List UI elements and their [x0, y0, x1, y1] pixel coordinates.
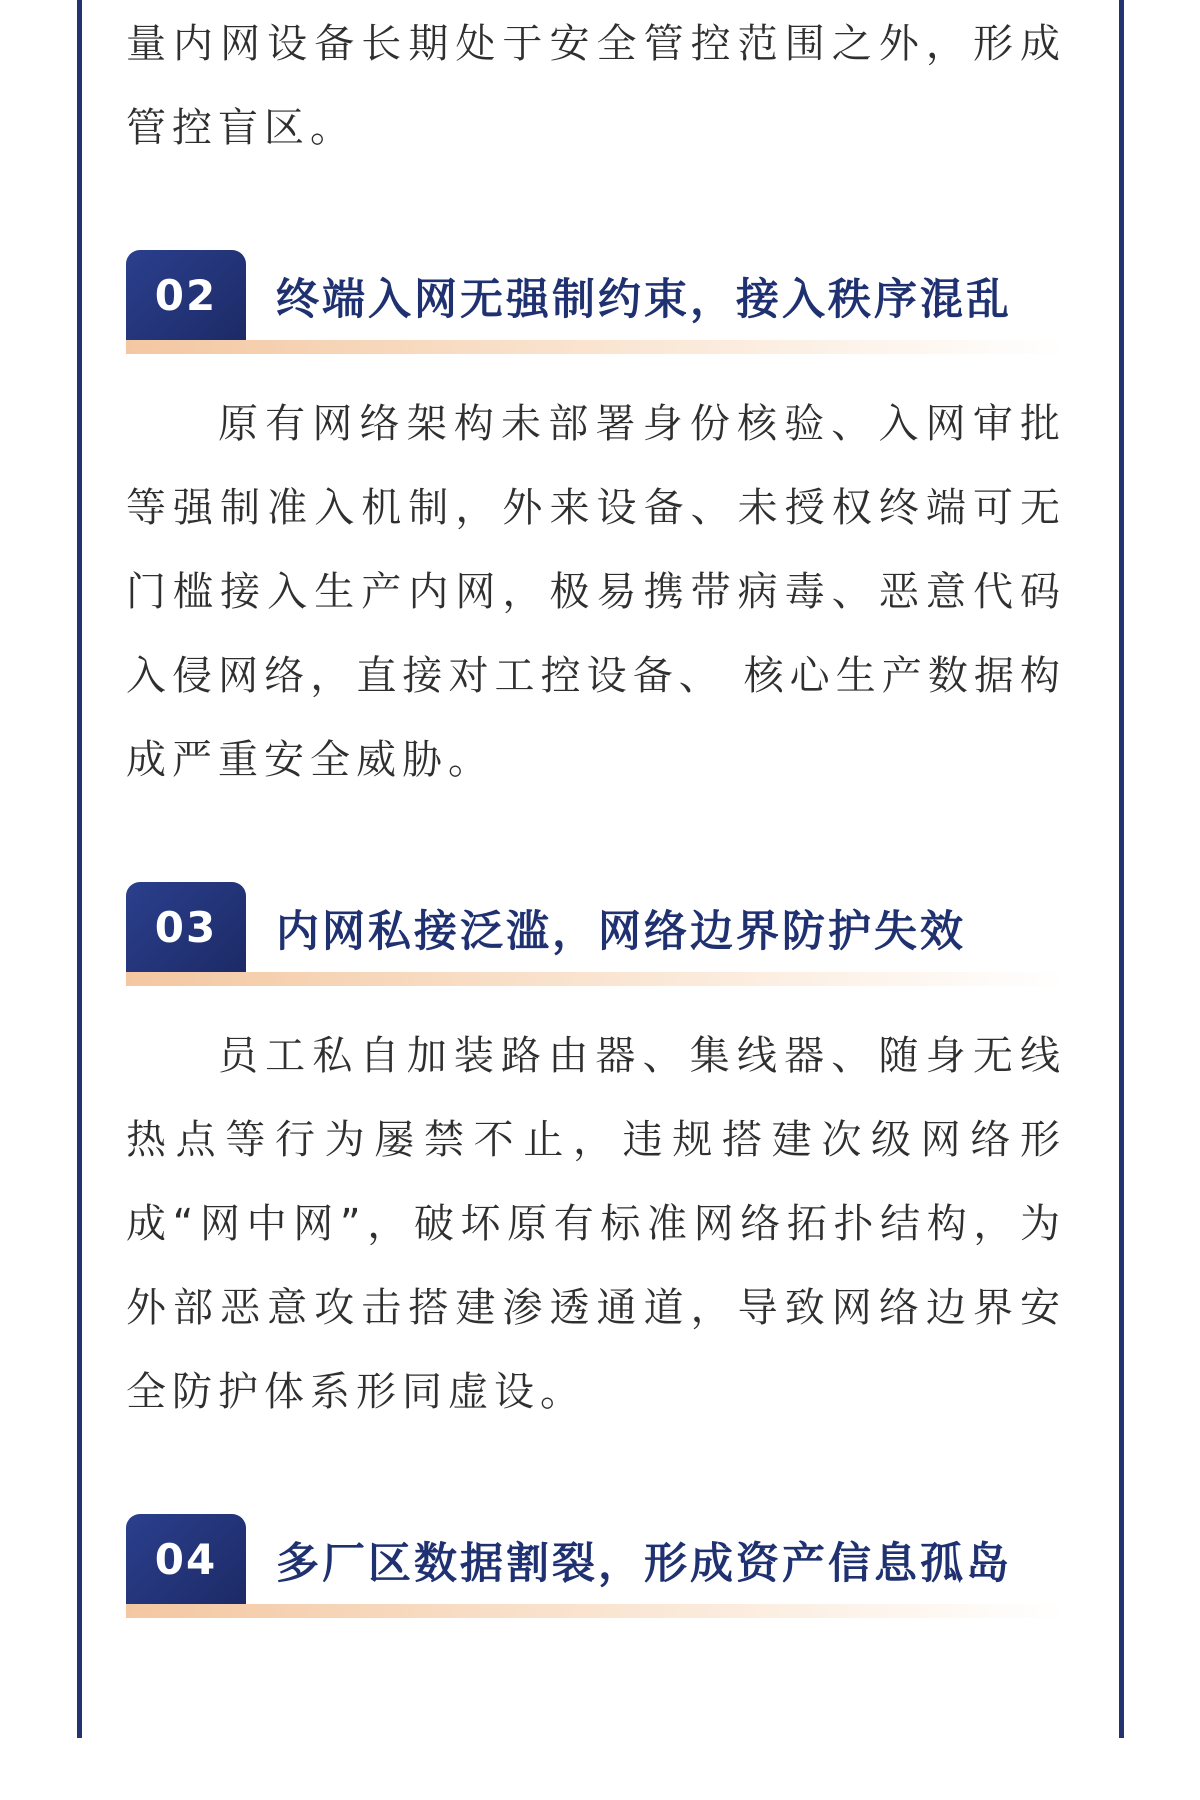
section-heading-03	[126, 882, 1066, 988]
heading-underline-bar	[126, 972, 1066, 986]
section-title: 多厂区数据割裂，形成资产信息孤岛	[276, 1539, 1012, 1589]
section-heading-02	[126, 250, 1066, 356]
section-title: 内网私接泛滥，网络边界防护失效	[276, 907, 966, 957]
section-body-02: 原有网络架构未部署身份核验、入网审批等强制准入机制，外来设备、未授权终端可无门槛接入生产内网，极易携带病毒、恶意代码入侵网络，直接对工控设备、 核心生产数据构成严重安全威胁。	[126, 401, 1066, 783]
section-number-badge: 03	[126, 882, 246, 972]
section-body-03: 员工私自加装路由器、集线器、随身无线热点等行为屡禁不止，违规搭建次级网络形成“网中网”，破坏原有标准网络拓扑结构，为外部恶意攻击搭建渗透通道，导致网络边界安全防护体系形同虚设。	[126, 1033, 1066, 1415]
right-frame-border	[1119, 0, 1124, 1738]
heading-underline-bar	[126, 340, 1066, 354]
section-title: 终端入网无强制约束，接入秩序混乱	[276, 275, 1012, 325]
section-number-badge: 02	[126, 250, 246, 340]
intro-paragraph: 量内网设备长期处于安全管控范围之外，形成管控盲区。	[126, 21, 1066, 151]
section-heading-04	[126, 1514, 1066, 1620]
left-frame-border	[77, 0, 82, 1738]
section-number-badge: 04	[126, 1514, 246, 1604]
heading-underline-bar	[126, 1604, 1066, 1618]
